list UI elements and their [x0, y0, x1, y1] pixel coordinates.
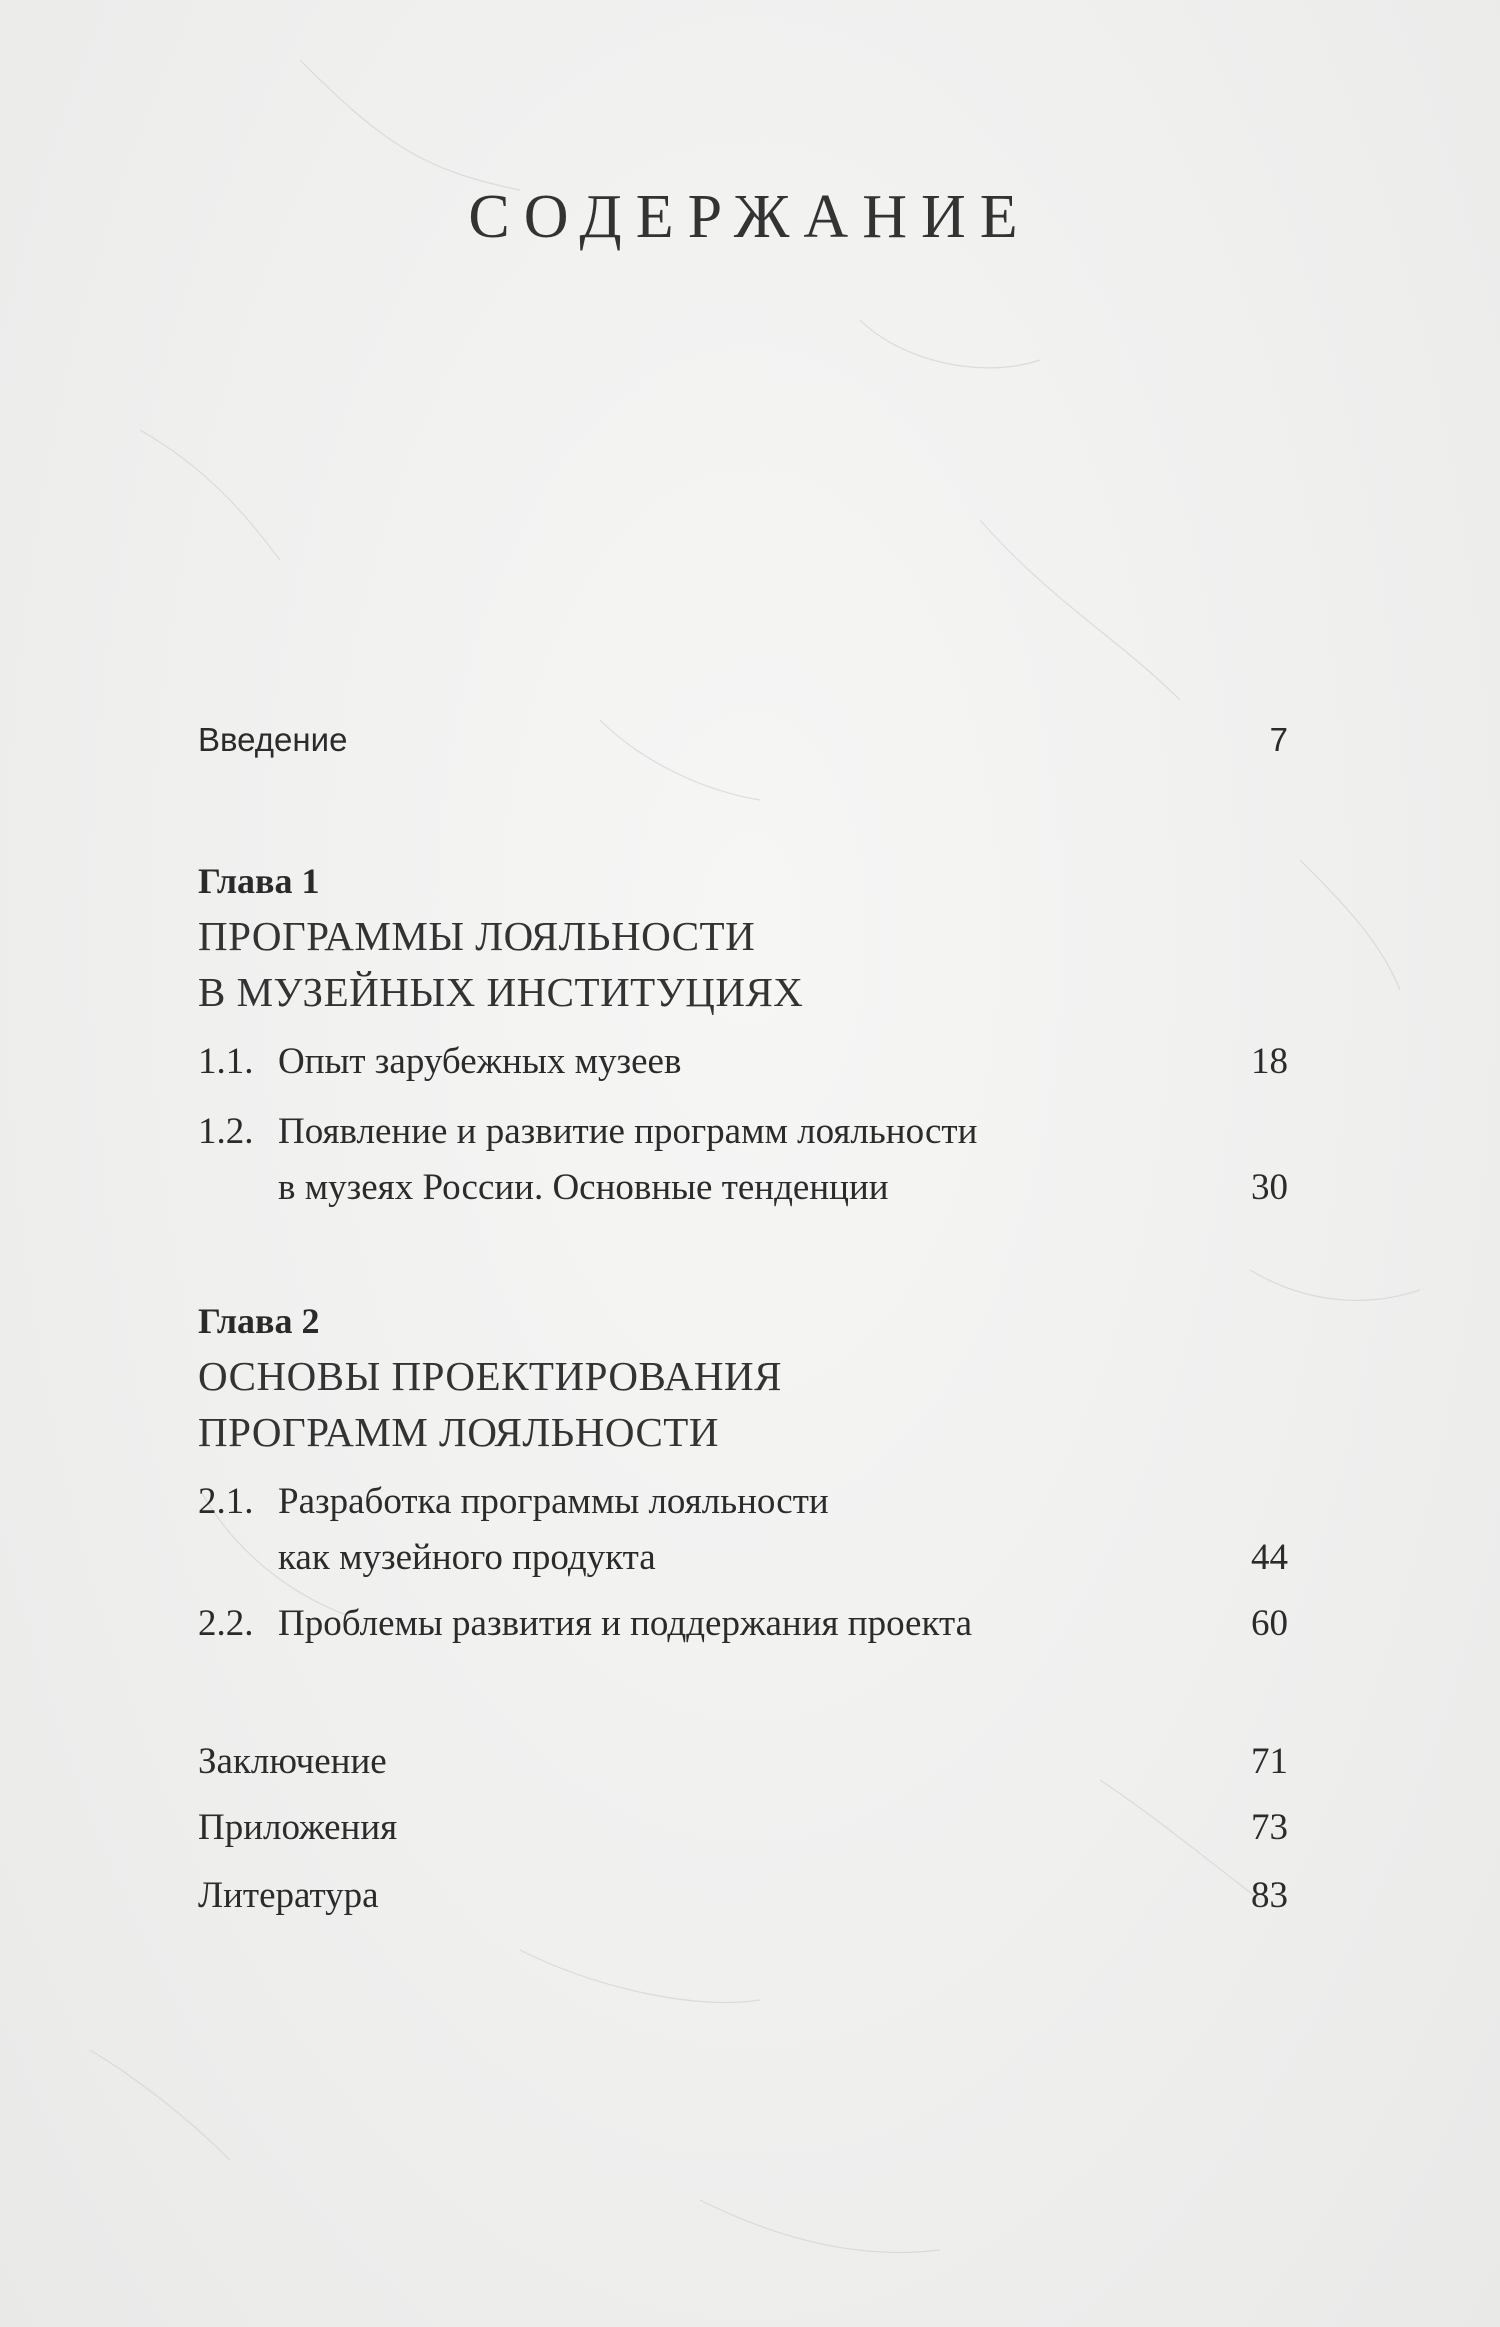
- section-number: 2.1.: [198, 1481, 254, 1522]
- toc-page-number: 60: [1251, 1603, 1288, 1644]
- chapter-title-line: ПРОГРАММ ЛОЯЛЬНОСТИ: [198, 1409, 719, 1455]
- toc-page-number: 73: [1251, 1807, 1288, 1848]
- toc-entry-label: Литература: [198, 1875, 379, 1916]
- section-title: Опыт зарубежных музеев: [278, 1041, 682, 1082]
- toc-entry-label: Заключение: [198, 1741, 387, 1782]
- section-number: 1.1.: [198, 1041, 254, 1082]
- page-title: СОДЕРЖАНИЕ: [468, 182, 1032, 251]
- chapter-label: Глава 2: [198, 1301, 320, 1341]
- section-title: как музейного продукта: [278, 1537, 656, 1578]
- section-number: 1.2.: [198, 1111, 254, 1152]
- section-number: 2.2.: [198, 1603, 254, 1644]
- toc-page-number: 7: [1269, 721, 1288, 758]
- toc-entry-label: Приложения: [198, 1807, 398, 1848]
- chapter-label: Глава 1: [198, 861, 320, 901]
- toc-page-number: 18: [1251, 1041, 1288, 1082]
- section-title: Разработка программы лояльности: [278, 1481, 829, 1522]
- toc-page-number: 83: [1251, 1875, 1288, 1916]
- chapter-title-line: В МУЗЕЙНЫХ ИНСТИТУЦИЯХ: [198, 969, 804, 1015]
- toc-page-number: 71: [1251, 1741, 1288, 1782]
- toc-entry-label: Введение: [198, 721, 348, 758]
- chapter-title-line: ОСНОВЫ ПРОЕКТИРОВАНИЯ: [198, 1353, 782, 1399]
- toc-page-number: 44: [1251, 1537, 1288, 1578]
- section-title: Проблемы развития и поддержания проекта: [278, 1603, 973, 1644]
- chapter-title-line: ПРОГРАММЫ ЛОЯЛЬНОСТИ: [198, 913, 756, 959]
- section-title: в музеях России. Основные тенденции: [278, 1167, 889, 1208]
- section-title: Появление и развитие программ лояльности: [278, 1111, 978, 1152]
- toc-page-number: 30: [1251, 1167, 1288, 1208]
